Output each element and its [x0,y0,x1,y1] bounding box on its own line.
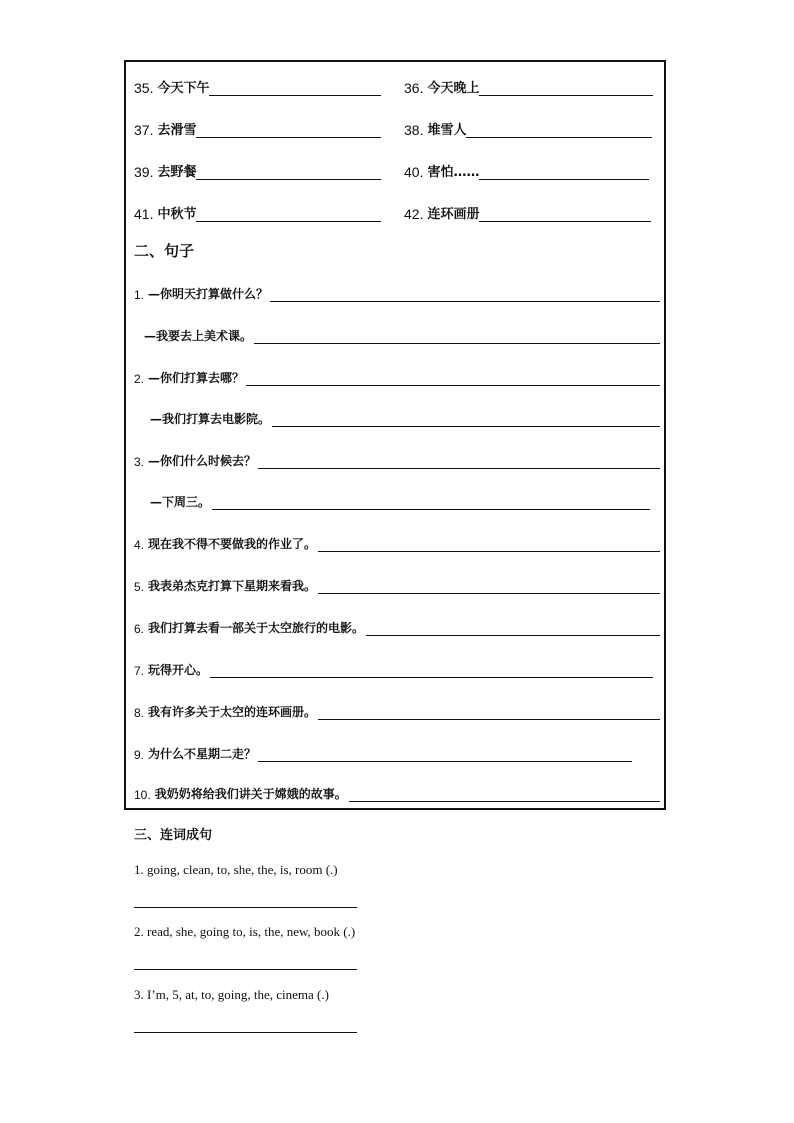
vocab-row [134,116,664,138]
sentence-prompt: —我们打算去电影院。 [150,412,271,426]
sentence-prompt: 我们打算去看一部关于太空旅行的电影。 [148,621,365,635]
answer-line[interactable] [318,581,660,594]
word-order-prompt: 1. going, clean, to, she, the, is, room (.) [134,862,338,877]
sentence-row [134,658,653,678]
item-number: 38. [404,122,424,138]
item-number: 4. [134,538,145,552]
answer-line[interactable] [134,906,357,908]
item-number: 35. [134,80,154,96]
vocab-prompt: 今天晚上 [427,81,480,96]
answer-line[interactable] [210,665,653,678]
answer-line[interactable] [258,749,632,762]
item-number: 6. [134,622,145,636]
vocab-prompt: 连环画册 [427,207,480,222]
sentence-prompt: 现在我不得不要做我的作业了。 [148,537,317,551]
answer-line[interactable] [479,163,649,180]
item-number: 36. [404,80,424,96]
vocab-prompt: 去滑雪 [157,123,197,138]
item-number: 2. [134,372,145,386]
sentence-row [140,324,660,344]
answer-line[interactable] [254,331,660,344]
answer-line[interactable] [318,539,660,552]
sentence-row [134,574,660,594]
item-number: 41. [134,206,154,222]
word-order-prompt: 2. read, she, going to, is, the, new, book (.) [134,924,356,939]
sentence-prompt: —下周三。 [150,495,211,509]
vocab-prompt: 害怕…… [427,165,480,180]
sentence-row [146,407,660,427]
sentence-prompt: 我有许多关于太空的连环画册。 [148,705,317,719]
sentence-row [134,449,660,469]
item-number: 5. [134,580,145,594]
item-number: 37. [134,122,154,138]
section-title: 三、连词成句 [134,828,213,843]
vocab-row [134,200,664,222]
answer-line[interactable] [134,968,357,970]
answer-line[interactable] [270,289,660,302]
answer-line[interactable] [134,1031,357,1033]
sentence-row [134,742,632,762]
sentence-prompt: —你们打算去哪？ [148,371,245,385]
answer-line[interactable] [196,121,381,138]
word-order-prompt: 3. I’m, 5, at, to, going, the, cinema (.) [134,987,329,1002]
item-number: 7. [134,664,145,678]
sentence-row [134,282,660,302]
exercise-box [124,60,666,810]
answer-line[interactable] [366,623,660,636]
item-number: 9. [134,748,145,762]
sentence-prompt: 为什么不星期二走？ [148,747,257,761]
vocab-prompt: 今天下午 [157,81,210,96]
item-number: 1. [134,288,145,302]
vocab-row [134,158,664,180]
sentence-prompt: —我要去上美术课。 [144,329,253,343]
answer-line[interactable] [196,205,381,222]
answer-line[interactable] [212,497,650,510]
sentence-row [134,366,660,386]
sentence-prompt: 玩得开心。 [148,663,209,677]
answer-line[interactable] [479,205,651,222]
item-number: 40. [404,164,424,180]
vocab-prompt: 堆雪人 [427,123,467,138]
answer-line[interactable] [246,373,660,386]
section-title: 二、句子 [134,242,195,260]
vocab-prompt: 中秋节 [157,207,197,222]
answer-line[interactable] [258,456,660,469]
sentence-row [134,616,660,636]
item-number: 42. [404,206,424,222]
answer-line[interactable] [196,163,381,180]
sentence-row [134,700,660,720]
answer-line[interactable] [272,414,660,427]
vocab-prompt: 去野餐 [157,165,197,180]
sentence-prompt: —你们什么时候去？ [148,454,257,468]
answer-line[interactable] [479,79,653,96]
sentence-prompt: —你明天打算做什么？ [148,287,269,301]
vocab-row [134,74,664,96]
answer-line[interactable] [318,707,660,720]
answer-line[interactable] [209,79,381,96]
item-number: 39. [134,164,154,180]
answer-line[interactable] [349,789,660,802]
item-number: 10. [134,788,151,802]
item-number: 3. [134,455,145,469]
answer-line[interactable] [466,121,652,138]
sentence-prompt: 我表弟杰克打算下星期来看我。 [148,579,317,593]
item-number: 8. [134,706,145,720]
sentence-row [146,490,650,510]
sentence-prompt: 我奶奶将给我们讲关于嫦娥的故事。 [154,787,347,801]
sentence-row [134,532,660,552]
sentence-row [134,782,660,802]
